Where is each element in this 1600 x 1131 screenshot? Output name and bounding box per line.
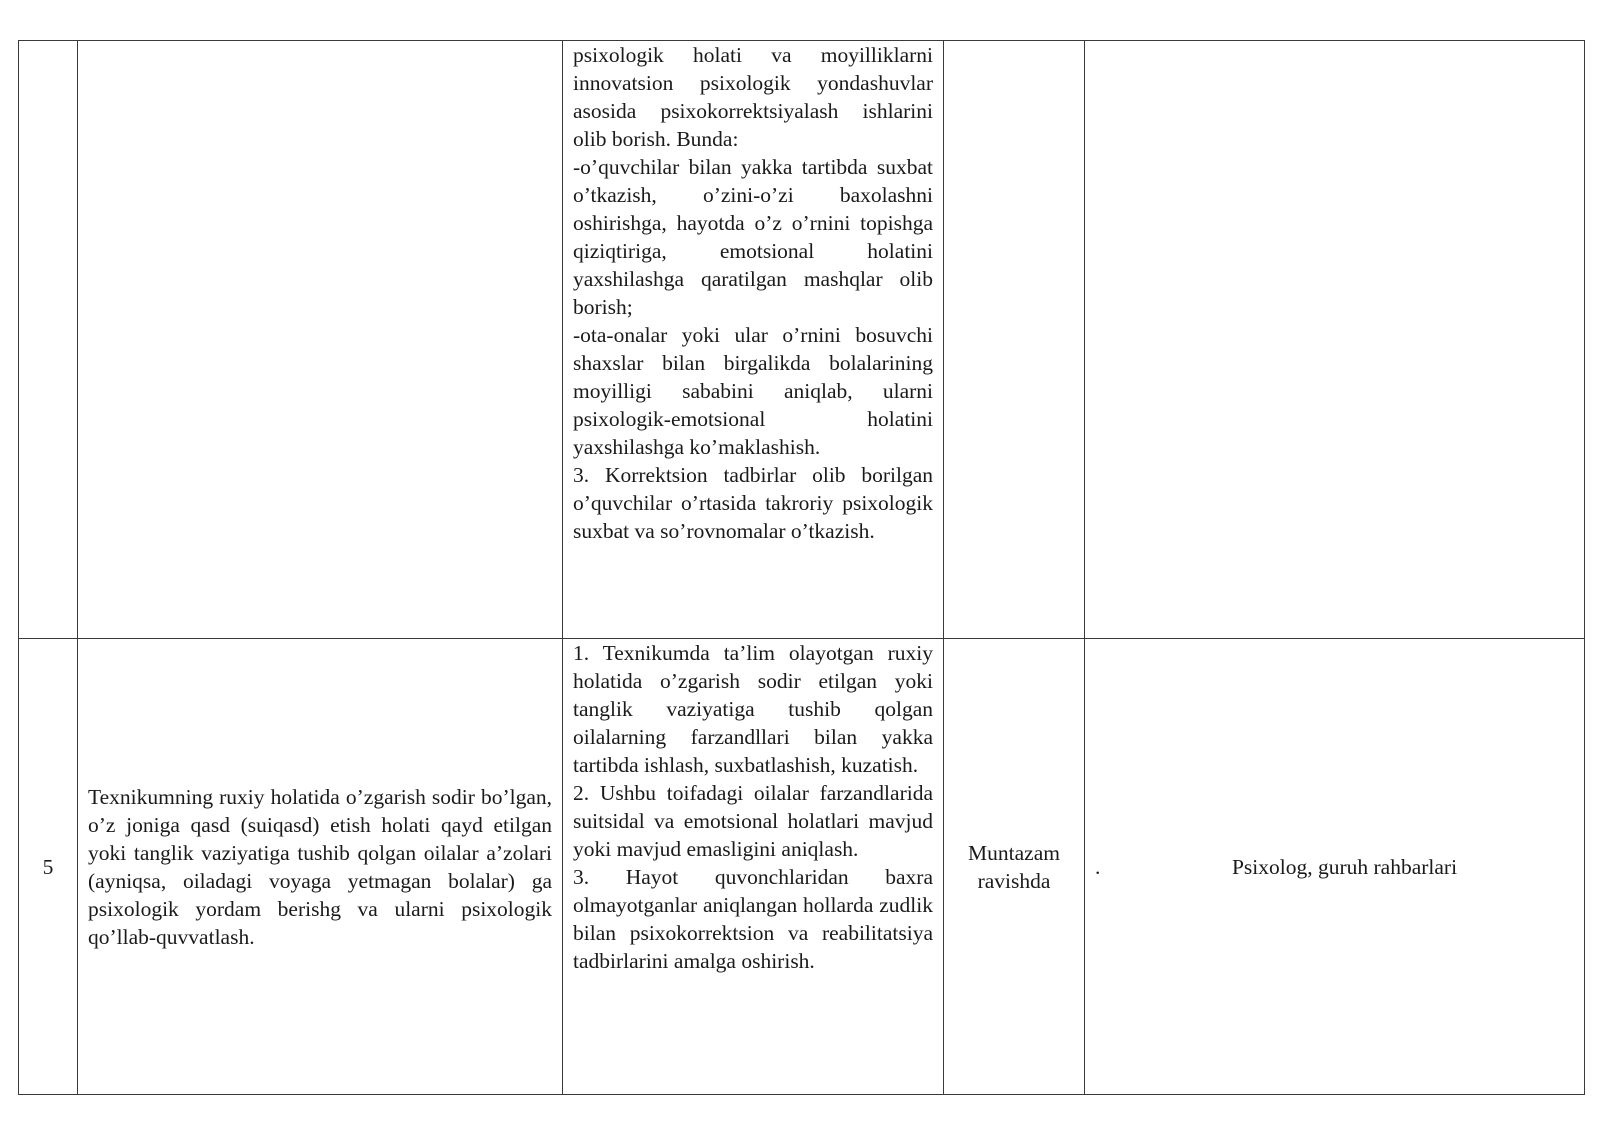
- description-paragraph: 2. Ushbu toifadagi oilalar farzandlarida suitsidal va emotsional holatlari mavjud yoki mavjud emasligini aniqlash.: [573, 781, 933, 861]
- responsible-cell: [1085, 639, 1585, 1095]
- description-paragraph: 3. Hayot quvonchlaridan baxra olmayotganlar aniqlangan hollarda zudlik bilan psixokorrektsion va reabilitatsiya tadbirlarini amalga oshirish.: [573, 865, 933, 973]
- description-cell: [563, 639, 944, 1095]
- description-paragraph: -ota-onalar yoki ular o’rnini bosuvchi shaxslar bilan birgalikda bolalarining moyilligi sababini aniqlab, ularni psixologik-emotsional holatini yaxshilashga ko’maklashish.: [573, 323, 933, 459]
- table-row: [19, 41, 1585, 639]
- table-row: [19, 639, 1585, 1095]
- task-cell: [78, 41, 563, 639]
- responsible-cell: [1085, 41, 1585, 639]
- description-cell: [563, 41, 944, 639]
- document-page: [18, 40, 1584, 1095]
- timing-cell: Muntazam ravishda: [944, 639, 1085, 1095]
- description-paragraph: 1. Texnikumda ta’lim olayotgan ruxiy holatida o’zgarish sodir etilgan yoki tanglik vaziyatiga tushib qolgan oilalarning farzandllari bilan yakka tartibda ishlash, suxbatlashish, kuzatish.: [573, 641, 933, 777]
- description-paragraph: 3. Korrektsion tadbirlar olib borilgan o’quvchilar o’rtasida takroriy psixologik suxbat va so’rovnomalar o’tkazish.: [573, 463, 933, 543]
- plan-table: [18, 40, 1585, 1095]
- responsible-mark: .: [1095, 854, 1101, 879]
- description-paragraph: psixologik holati va moyilliklarni innovatsion psixologik yondashuvlar asosida psixokorrektsiyalash ishlarini olib borish. Bunda:: [573, 43, 933, 151]
- task-cell: Texnikumning ruxiy holatida o’zgarish sodir bo’lgan, o’z joniga qasd (suiqasd) etish holati qayd etilgan yoki tanglik vaziyatiga tushib qolgan oilalar a’zolari (ayniqsa, oiladagi voyaga yetmagan bolalar) ga psixologik yordam berishg va ularni psixologik qo’llab-quvvatlash.: [78, 639, 563, 1095]
- row-number-cell: 5: [19, 639, 78, 1095]
- responsible-text: Psixolog, guruh rahbarlari: [1231, 854, 1458, 879]
- timing-cell: [944, 41, 1085, 639]
- row-number-cell: [19, 41, 78, 639]
- description-paragraph: -o’quvchilar bilan yakka tartibda suxbat o’tkazish, o’zini-o’zi baxolashni oshirishga, hayotda o’z o’rnini topishga qiziqtiriga, emotsional holatini yaxshilashga qaratilgan mashqlar olib borish;: [573, 155, 933, 319]
